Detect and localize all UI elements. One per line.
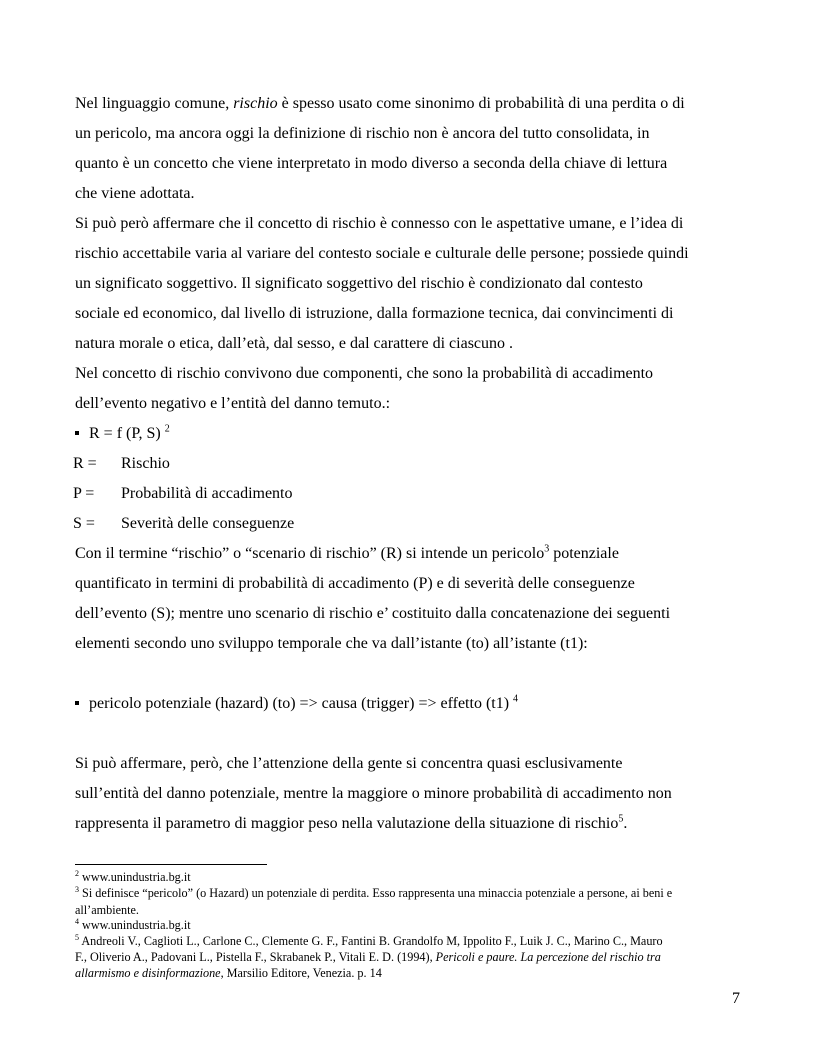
footnote-number: 2 <box>75 868 79 878</box>
footnote-text: www.unindustria.bg.it <box>79 918 191 932</box>
paragraph-4-line-3: dell’evento (S); mentre uno scenario di rischio e’ costituito dalla concatenazione dei seguenti <box>75 605 671 622</box>
footnote-number: 5 <box>75 932 79 942</box>
chain-text: pericolo potenziale (hazard) (to) => causa (trigger) => effetto (t1) <box>89 695 514 712</box>
paragraph-4-line-2: quantificato in termini di probabilità di accadimento (P) e di severità delle conseguenze <box>75 575 635 592</box>
citation-title: Pericoli e paure. La percezione del rischio tra <box>435 950 661 964</box>
footnote-ref[interactable]: 4 <box>513 693 519 705</box>
footnote-ref[interactable]: 2 <box>164 423 170 435</box>
paragraph-3-line-1: Nel concetto di rischio convivono due componenti, che sono la probabilità di accadimento <box>75 365 654 382</box>
footnote-number: 3 <box>75 884 79 894</box>
paragraph-1-line-1 <box>75 94 685 114</box>
paragraph-1-line-4: che viene adottata. <box>75 185 195 202</box>
bullet-square-icon <box>75 431 79 435</box>
paragraph-4-line-1 <box>75 544 619 564</box>
paragraph-5-line-3 <box>75 814 627 834</box>
text-run: potenziale <box>549 545 619 562</box>
definition-row-p <box>73 484 293 504</box>
footnote-number: 4 <box>75 916 79 926</box>
footnote-text: www.unindustria.bg.it <box>79 870 191 884</box>
paragraph-3-line-2: dell’evento negativo e l’entità del danno temuto.: <box>75 395 391 412</box>
definition-code: R = <box>73 455 97 472</box>
formula-line <box>75 424 170 444</box>
definition-label: Rischio <box>121 455 170 472</box>
footnote-3-continuation: all’ambiente. <box>75 903 139 917</box>
definition-label: Probabilità di accadimento <box>121 485 293 502</box>
paragraph-2-line-5: natura morale o etica, dall’età, dal sesso, e dal carattere di ciascuno . <box>75 335 514 352</box>
paragraph-2-line-4: sociale ed economico, dal livello di istruzione, dalla formazione tecnica, dai convincimenti di <box>75 305 674 322</box>
footnote-ref[interactable]: 3 <box>544 543 550 555</box>
text-run: Con il termine “rischio” o “scenario di rischio” (R) si intende un pericolo <box>75 545 545 562</box>
footnote-5-line-3 <box>75 966 382 981</box>
footnote-3 <box>75 886 672 901</box>
definition-code: P = <box>73 485 95 502</box>
paragraph-5-line-1: Si può affermare, però, che l’attenzione della gente si concentra quasi esclusivamente <box>75 755 623 772</box>
emphasis-term: rischio <box>233 95 278 112</box>
paragraph-2-line-1: Si può però affermare che il concetto di rischio è connesso con le aspettative umane, e l’idea di <box>75 215 684 232</box>
chain-line <box>75 694 518 714</box>
text-run: rappresenta il parametro di maggior peso nella valutazione della situazione di rischio <box>75 815 619 832</box>
paragraph-2-line-2: rischio accettabile varia al variare del contesto sociale e culturale delle persone; possiede quindi <box>75 245 689 262</box>
formula-text: R = f (P, S) <box>89 425 165 442</box>
footnote-2 <box>75 870 191 885</box>
footnote-text: Marsilio Editore, Venezia. p. 14 <box>223 966 382 980</box>
footnote-text: F., Oliverio A., Padovani L., Pistella F., Skrabanek P., Vitali E. D. (1994), <box>75 950 436 964</box>
definition-code: S = <box>73 515 95 532</box>
paragraph-1-line-3: quanto è un concetto che viene interpretato in modo diverso a seconda della chiave di lettura <box>75 155 668 172</box>
text-run: è spesso usato come sinonimo di probabilità di una perdita o di <box>277 95 685 112</box>
definition-row-r <box>73 454 170 474</box>
bullet-square-icon <box>75 701 79 705</box>
definition-row-s <box>73 514 294 534</box>
paragraph-4-line-4: elementi secondo uno sviluppo temporale che va dall’istante (to) all’istante (t1): <box>75 635 588 652</box>
footnote-4 <box>75 918 191 933</box>
footnote-ref[interactable]: 5 <box>618 813 624 825</box>
paragraph-2-line-3: un significato soggettivo. Il significato soggettivo del rischio è condizionato dal contesto <box>75 275 643 292</box>
footnote-text: Si definisce “pericolo” (o Hazard) un potenziale di perdita. Esso rappresenta una minaccia potenziale a persone, ai beni e <box>79 886 673 900</box>
paragraph-5-line-2: sull’entità del danno potenziale, mentre la maggiore o minore probabilità di accadimento non <box>75 785 672 802</box>
text-run: . <box>623 815 628 832</box>
footnote-5 <box>75 934 663 949</box>
definition-label: Severità delle conseguenze <box>121 515 295 532</box>
footnote-5-line-2 <box>75 950 661 965</box>
footnote-separator <box>75 864 267 865</box>
page-number: 7 <box>732 990 740 1007</box>
footnote-text: Andreoli V., Caglioti L., Carlone C., Clemente G. F., Fantini B. Grandolfo M, Ippolito F., Luik J. C., Marino C., Mauro <box>79 934 663 948</box>
text-run: Nel linguaggio comune, <box>75 95 234 112</box>
paragraph-1-line-2: un pericolo, ma ancora oggi la definizione di rischio non è ancora del tutto consolidata, in <box>75 125 650 142</box>
citation-title: allarmismo e disinformazione, <box>75 966 224 980</box>
